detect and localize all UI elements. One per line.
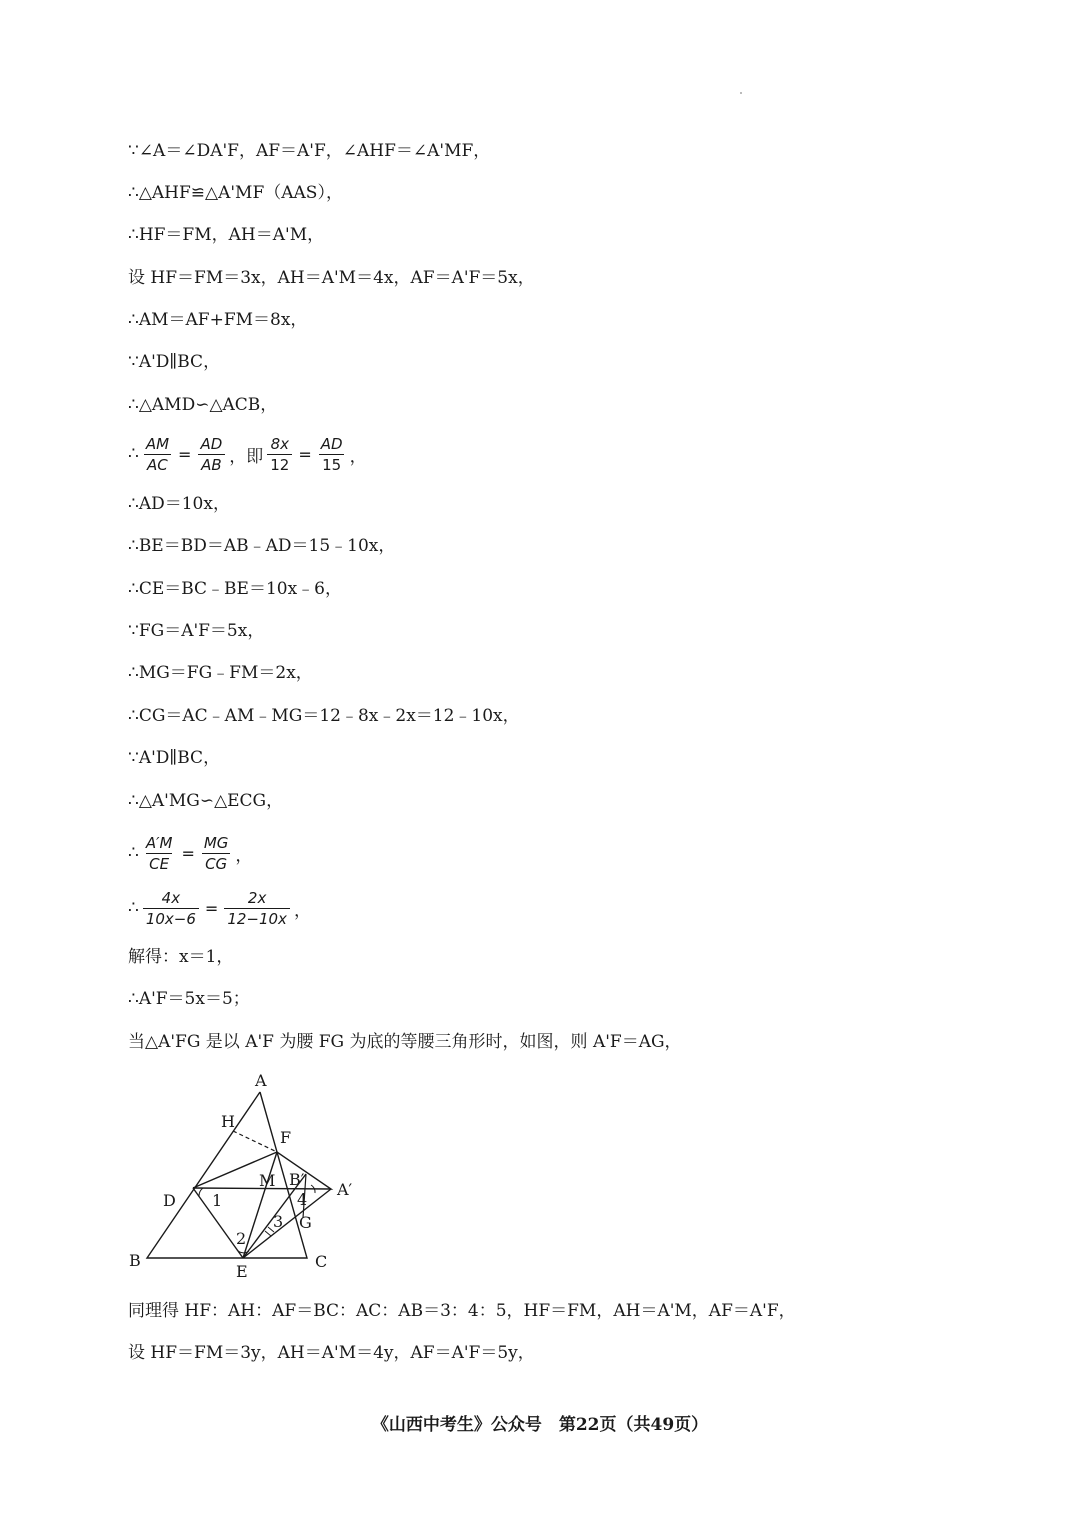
label-angle-4: 4 [297,1190,308,1209]
fraction-numerator: AM [145,434,170,453]
fraction [143,436,172,473]
text-line: ∴BE＝BD＝AB﹣AD＝15﹣10x， [128,536,396,556]
text-line: 设 HF＝FM＝3y，AH＝A'M＝4y，AF＝A'F＝5y， [128,1343,535,1363]
text-line: 当△A'FG 是以 A'F 为腰 FG 为底的等腰三角形时，如图，则 A'F＝AG， [128,1032,682,1052]
label-b-prime: B′ [289,1170,305,1189]
fraction-denominator: 15 [319,454,344,473]
eq-suffix: ， [293,900,311,921]
angle-mark-1 [199,1188,203,1196]
fraction [201,835,232,872]
dashed-segment-hf [233,1131,277,1152]
equals-sign: = [204,898,219,918]
text-line: ∴MG＝FG﹣FM＝2x， [128,663,313,683]
equation-proportion-3 [128,888,311,928]
text-line: ∵FG＝A'F＝5x， [128,621,265,641]
eq-prefix: ∴ [128,444,139,464]
fraction-denominator: 12 [267,454,292,473]
label-angle-3: 3 [273,1212,284,1231]
label-c: C [315,1252,328,1271]
text-line: ∴AD＝10x， [128,494,230,514]
fraction-denominator: 10x−6 [143,908,199,927]
text-line: ∴△A'MG∽△ECG， [128,791,284,811]
text-line: ∵A'D∥BC， [128,748,221,768]
text-line: 同理得 HF：AH：AF＝BC：AC：AB＝3：4：5，HF＝FM，AH＝A'M，AF＝A'F， [128,1301,796,1321]
fraction [224,890,290,927]
fraction-denominator: 12−10x [224,908,290,927]
fraction-denominator: CG [202,853,230,872]
text-line: ∵∠A＝∠DA'F，AF＝A'F，∠AHF＝∠A'MF， [128,141,491,161]
fraction-numerator: 4x [161,888,181,907]
text-line: 设 HF＝FM＝3x，AH＝A'M＝4x，AF＝A'F＝5x， [128,268,535,288]
equation-proportion-2 [128,833,252,873]
fraction [143,835,176,872]
text-line: ∵A'D∥BC， [128,352,221,372]
fraction [197,436,225,473]
label-e: E [236,1262,248,1281]
segment-fe [243,1152,277,1258]
text-line: ∴HF＝FM，AH＝A'M， [128,225,325,245]
text-line: ∴A'F＝5x＝5； [128,989,250,1009]
label-a: A [255,1071,267,1090]
fraction [143,890,199,927]
label-b: B [129,1251,141,1270]
label-angle-1: 1 [212,1191,223,1210]
scan-speck [740,92,742,94]
text-line: ∴△AMD∽△ACB， [128,395,278,415]
fraction-numerator: A′M [145,833,173,852]
equals-sign: = [298,444,312,464]
fraction-numerator: 2x [247,888,267,907]
geometry-figure [125,1062,365,1282]
fraction [318,436,346,473]
label-m: M [259,1171,276,1190]
eq-suffix: ， [349,446,367,467]
eq-prefix: ∴ [128,843,139,863]
fraction-denominator: CE [146,853,172,872]
equals-sign: = [181,843,195,863]
label-angle-2: 2 [236,1229,247,1248]
text-line: 解得：x＝1， [128,947,234,967]
text-line: ∴CE＝BC﹣BE＝10x﹣6， [128,579,342,599]
fraction-numerator: 8x [270,434,289,453]
label-a-prime: A′ [337,1180,353,1199]
text-line: ∴CG＝AC﹣AM﹣MG＝12﹣8x﹣2x＝12﹣10x， [128,706,520,726]
fraction-denominator: AC [144,454,171,473]
label-g: G [299,1213,312,1232]
text-line: ∴AM＝AF+FM＝8x， [128,310,308,330]
label-d: D [163,1191,176,1210]
label-h: H [221,1112,235,1131]
equals-sign: = [178,444,192,464]
fraction-numerator: AD [320,434,343,453]
eq-connector: ，即 [229,446,264,467]
fraction-numerator: AD [200,434,223,453]
eq-suffix: ， [235,845,253,866]
text-line: ∴△AHF≌△A'MF（AAS）， [128,183,343,203]
equation-proportion-1 [128,434,367,474]
fraction-denominator: AB [198,454,225,473]
eq-prefix: ∴ [128,898,139,918]
label-f: F [280,1128,292,1147]
fraction-numerator: MG [203,833,229,852]
page-footer: 《山西中考生》公众号 第22页（共49页） [371,1415,709,1435]
fraction [267,436,292,473]
